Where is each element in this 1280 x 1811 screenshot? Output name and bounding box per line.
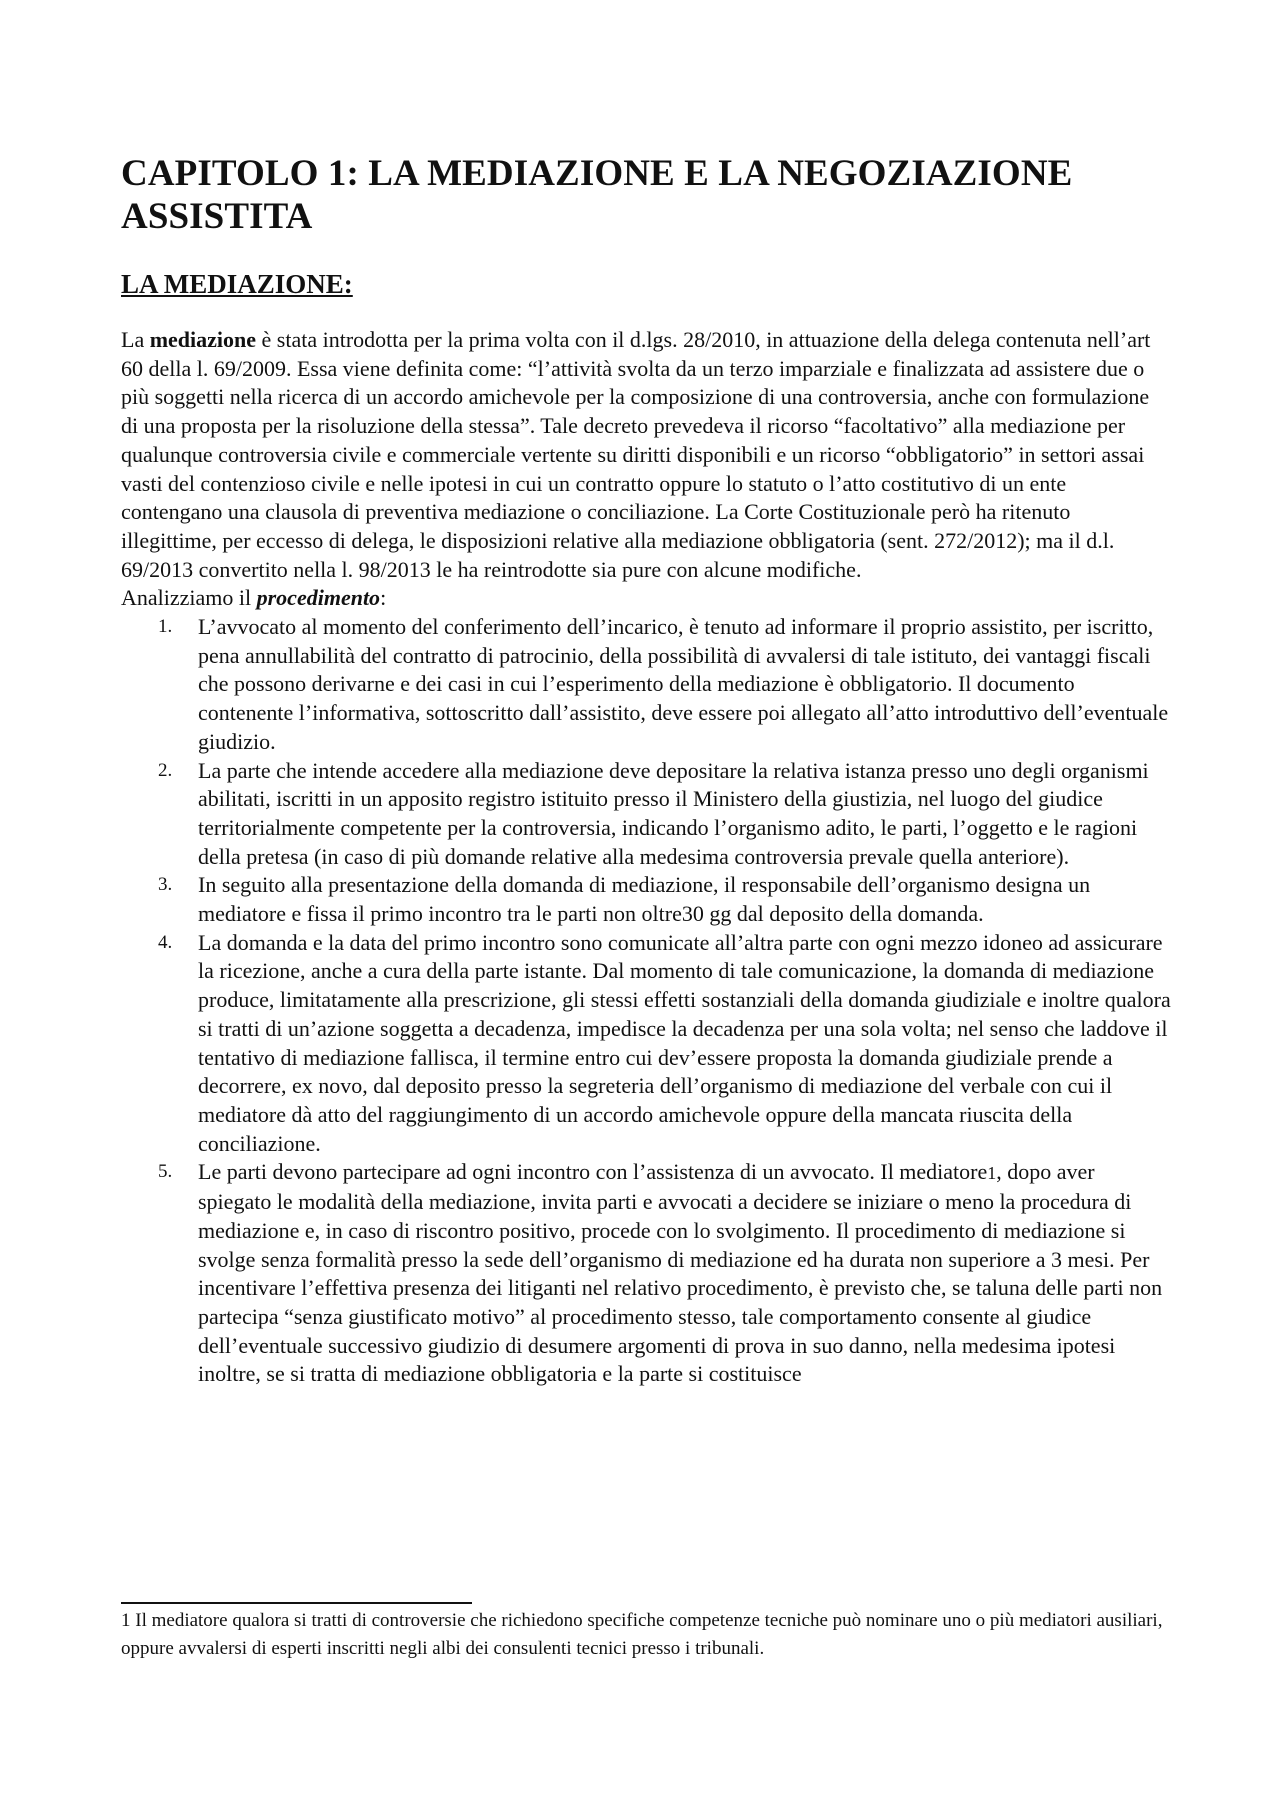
list-item-text: La parte che intende accedere alla mediazione deve depositare la relativa istanza presso uno degli organismi abilitati, iscritti in un apposito registro istituito presso il Ministero della giustizia, nel luogo del giudice territorialmente competente per la controversia, indicando l’organismo adito, le parti, l’oggetto e le ragioni della pretesa (in caso di più domande relative alla medesima controversia prevale quella anteriore).: [198, 757, 1149, 869]
list-item-text-continued: , dopo aver spiegato le modalità della mediazione, invita parti e avvocati a decidere se iniziare o meno la procedura di mediazione e, in caso di riscontro positivo, procede con lo svolgimento. Il procedimento di mediazione si svolge senza formalità presso la sede dell’organismo di mediazione ed ha durata non superiore a 3 mesi. Per incentivare l’effettiva presenza dei litiganti nel relativo procedimento, è previsto che, se taluna delle parti non partecipa “senza giustificato motivo” al procedimento stesso, tale comportamento consente al giudice dell’eventuale successivo giudizio di desumere argomenti di prova in suo danno, nella medesima ipotesi inoltre, se si tratta di mediazione obbligatoria e la parte si costituisce: [198, 1159, 1163, 1387]
intro-paragraph: [121, 326, 1171, 584]
procedure-intro: [121, 584, 1171, 613]
list-item-number: 4.: [158, 931, 173, 953]
procedure-list: [121, 613, 1171, 1389]
list-item-text: In seguito alla presentazione della domanda di mediazione, il responsabile dell’organismo designa un mediatore e fissa il primo incontro tra le parti non oltre30 gg dal deposito della domanda.: [198, 872, 1091, 927]
list-item-text: Le parti devono partecipare ad ogni incontro con l’assistenza di un avvocato. Il mediatore: [198, 1159, 988, 1185]
intro-bold-term: mediazione: [149, 327, 257, 352]
footnote-reference[interactable]: 1: [987, 1163, 997, 1184]
list-item: [121, 1158, 1171, 1389]
list-item-text: L’avvocato al momento del conferimento dell’incarico, è tenuto ad informare il proprio assistito, per iscritto, pena annullabilità del contratto di patrocinio, della possibilità di avvalersi di tale istituto, dei vantaggi fiscali che possono derivarne e dei casi in cui l’esperimento della mediazione è obbligatorio. Il documento contenente l’informativa, sottoscritto dall’assistito, deve essere poi allegato all’atto introduttivo dell’eventuale giudizio.: [198, 614, 1169, 754]
intro-text-start: La: [121, 327, 150, 352]
list-item: [121, 757, 1171, 872]
list-item-number: 2.: [158, 759, 173, 781]
procedure-intro-colon: :: [380, 585, 387, 611]
intro-text-rest: è stata introdotta per la prima volta con il d.lgs. 28/2010, in attuazione della delega contenuta nell’art 60 della l. 69/2009. Essa viene definita come: “l’attività svolta da un terzo imparziale e finalizzata ad assistere due o più soggetti nella ricerca di un accordo amichevole per la composizione di una controversia, anche con formulazione di una proposta per la risoluzione della stessa”. Tale decreto prevedeva il ricorso “facoltativo” alla mediazione per qualunque controversia civile e commerciale vertente su diritti disponibili e un ricorso “obbligatorio” in settori assai vasti del contenzioso civile e nelle ipotesi in cui un contratto oppure lo statuto o l’atto costitutivo di un ente contengano una clausola di preventiva mediazione o conciliazione. La Corte Costituzionale però ha ritenuto illegittime, per eccesso di delega, le disposizioni relative alla mediazione obbligatoria (sent. 272/2012); ma il d.l. 69/2013 convertito nella l. 98/2013 le ha reintrodotte sia pure con alcune modifiche.: [121, 327, 1151, 582]
footnote: 1 Il mediatore qualora si tratti di controversie che richiedono specifiche competenze tecniche può nominare uno o più mediatori ausiliari, oppure avvalersi di esperti inscritti negli albi dei consulenti tecnici presso i tribunali.: [121, 1610, 1163, 1659]
list-item: [121, 613, 1171, 757]
list-item: [121, 871, 1171, 928]
chapter-title: CAPITOLO 1: LA MEDIAZIONE E LA NEGOZIAZIONE ASSISTITA: [121, 153, 1073, 237]
procedure-term: procedimento: [256, 585, 381, 611]
list-item-number: 5.: [158, 1161, 173, 1183]
footnote-separator: [121, 1602, 472, 1604]
list-item-number: 1.: [158, 616, 173, 638]
list-item: [121, 929, 1171, 1159]
list-item-number: 3.: [158, 874, 173, 896]
section-title: LA MEDIAZIONE:: [121, 269, 353, 299]
list-item-text: La domanda e la data del primo incontro sono comunicate all’altra parte con ogni mezzo idoneo ad assicurare la ricezione, anche a cura della parte istante. Dal momento di tale comunicazione, la domanda di mediazione produce, limitatamente alla prescrizione, gli stessi effetti sostanziali della domanda giudiziale e inoltre qualora si tratti di un’azione soggetta a decadenza, impedisce la decadenza per una sola volta; nel senso che laddove il tentativo di mediazione fallisca, il termine entro cui dev’essere proposta la domanda giudiziale prende a decorrere, ex novo, dal deposito presso la segreteria dell’organismo di mediazione del verbale con cui il mediatore dà atto del raggiungimento di un accordo amichevole oppure della mancata riuscita della conciliazione.: [198, 929, 1171, 1156]
procedure-intro-text: Analizziamo il: [121, 585, 257, 611]
body-text: [121, 326, 1171, 1389]
